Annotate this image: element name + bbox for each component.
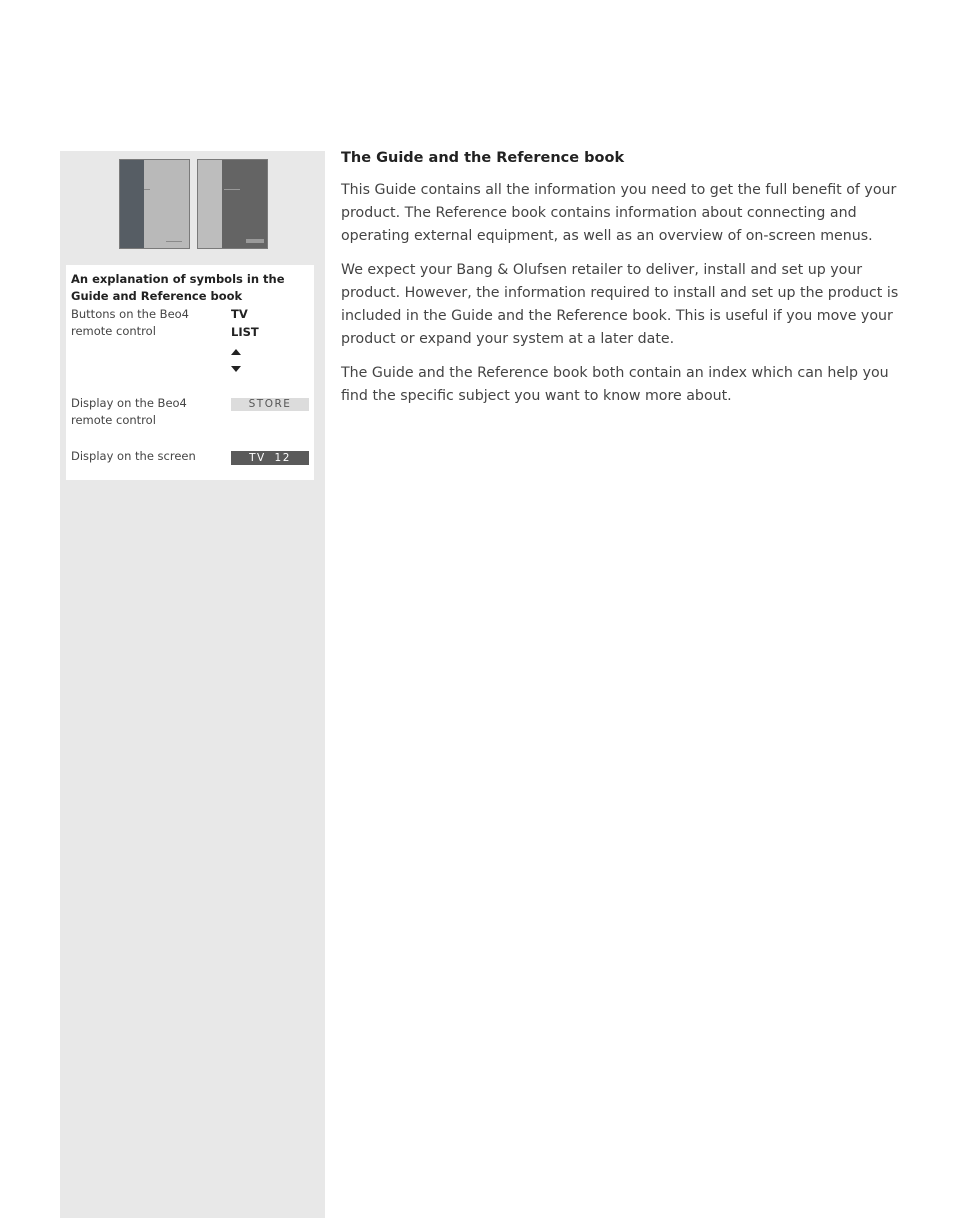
- arrow-down-icon: [231, 366, 241, 372]
- beo4-display-label: Display on the Beo4 remote control: [71, 396, 187, 427]
- arrow-up-icon: [231, 349, 241, 355]
- reference-book-logo-mark: [246, 239, 264, 243]
- section-heading: The Guide and the Reference book: [341, 150, 625, 166]
- book-covers-illustration: [119, 159, 271, 251]
- symbols-explanation-box: [66, 265, 314, 480]
- screen-display-label: Display on the screen: [71, 449, 196, 463]
- paragraph-retailer-setup: We expect your Bang & Olufsen retailer to deliver, install and set up your product. However, the information required to install and set up the product is included in the Guide and the Reference book. This is useful if you move your product or expand your system at a later date.: [341, 262, 899, 347]
- paragraph-index: The Guide and the Reference book both contain an index which can help you find the specific subject you want to know more about.: [341, 365, 889, 404]
- list-key: LIST: [231, 325, 259, 339]
- reference-book-spine: [198, 160, 222, 248]
- symbols-box-title: An explanation of symbols in the Guide and Reference book: [71, 272, 285, 303]
- tv-key: TV: [231, 307, 248, 321]
- screen-display-sample: TV 12: [231, 451, 309, 465]
- reference-book-cover: [197, 159, 268, 249]
- main-content: [341, 148, 901, 419]
- buttons-label: Buttons on the Beo4 remote control: [71, 307, 189, 338]
- sidebar: [60, 151, 325, 1218]
- guide-book-title-mark: [144, 189, 150, 190]
- reference-book-title-mark: [224, 189, 240, 190]
- paragraph-guide-contents: This Guide contains all the information you need to get the full benefit of your product. The Reference book contains information about connecting and operating external equipment, as well as an overview of on-screen menus.: [341, 182, 897, 244]
- guide-book-spine: [120, 160, 144, 248]
- beo4-display-sample: STORE: [231, 398, 309, 411]
- guide-book-logo-mark: [166, 241, 182, 242]
- guide-book-cover: [119, 159, 190, 249]
